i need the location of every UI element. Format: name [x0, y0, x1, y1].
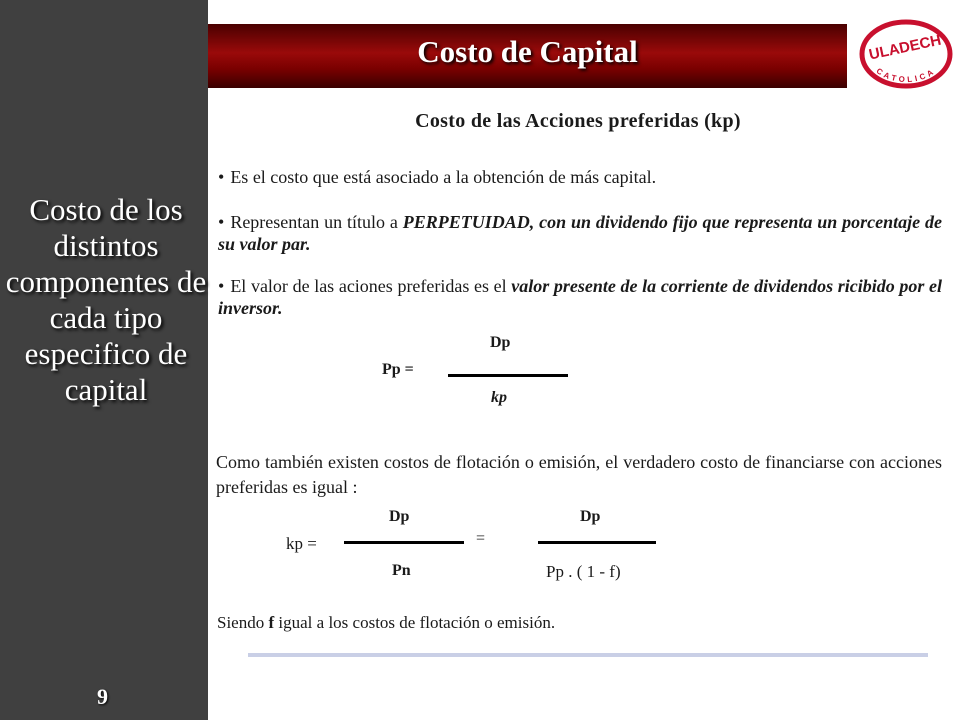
formula-pp-numerator: Dp — [490, 334, 511, 351]
logo-text-bottom: CATOLICA — [874, 66, 938, 85]
section-heading: Costo de las Acciones preferidas (kp) — [415, 110, 741, 132]
formula-pp-denominator: kp — [491, 389, 507, 406]
page-number: 9 — [97, 684, 108, 709]
bottom-divider — [248, 653, 928, 657]
title-bar — [208, 24, 847, 88]
uladech-logo — [856, 16, 956, 92]
flotation-paragraph: Como también existen costos de flotación o emisión, el verdadero costo de financiarse con acciones preferidas es igual : — [216, 452, 942, 497]
bullet-2 — [218, 211, 942, 255]
bullet-2-text: Representan un título a — [230, 212, 403, 232]
logo-text-top: ULADECH — [867, 31, 943, 64]
note-variable: f — [268, 613, 275, 632]
formula-pp-lhs: Pp = — [382, 361, 414, 378]
bullet-2-emphasis: PERPETUIDAD, con un dividendo fijo que representa un porcentaje de su valor par. — [218, 212, 942, 254]
bullet-3-emphasis: valor presente de la corriente de dividendos ricibido por el inversor. — [218, 276, 942, 318]
left-sidebar — [0, 0, 208, 720]
formula-kp-equals: = — [476, 530, 486, 547]
bullet-dot: • — [218, 276, 225, 296]
bullet-3-text: El valor de las aciones preferidas es el — [230, 276, 512, 296]
formula-kp-numerator-1: Dp — [389, 508, 410, 525]
sidebar-title: Costo de los distintos componentes de cada tipo especifico de capital — [5, 192, 207, 407]
formula-kp-denominator-2: Pp . ( 1 - f) — [546, 562, 621, 581]
formula-kp-numerator-2: Dp — [580, 508, 601, 525]
bullet-1 — [218, 166, 942, 188]
note-pre: Siendo — [217, 613, 269, 632]
fraction-bar — [344, 541, 464, 544]
page-title: Costo de Capital — [417, 34, 638, 69]
bullet-3 — [218, 275, 942, 319]
flotation-note — [217, 613, 555, 633]
fraction-bar — [538, 541, 656, 544]
bullet-dot: • — [218, 167, 225, 187]
formula-kp-denominator-1: Pn — [392, 562, 411, 579]
bullet-1-text: Es el costo que está asociado a la obtención de más capital. — [230, 167, 657, 187]
note-post: igual a los costos de flotación o emisión. — [274, 613, 556, 632]
bullet-dot: • — [218, 212, 225, 232]
formula-kp-lhs: kp = — [286, 534, 317, 553]
fraction-bar — [448, 374, 568, 377]
